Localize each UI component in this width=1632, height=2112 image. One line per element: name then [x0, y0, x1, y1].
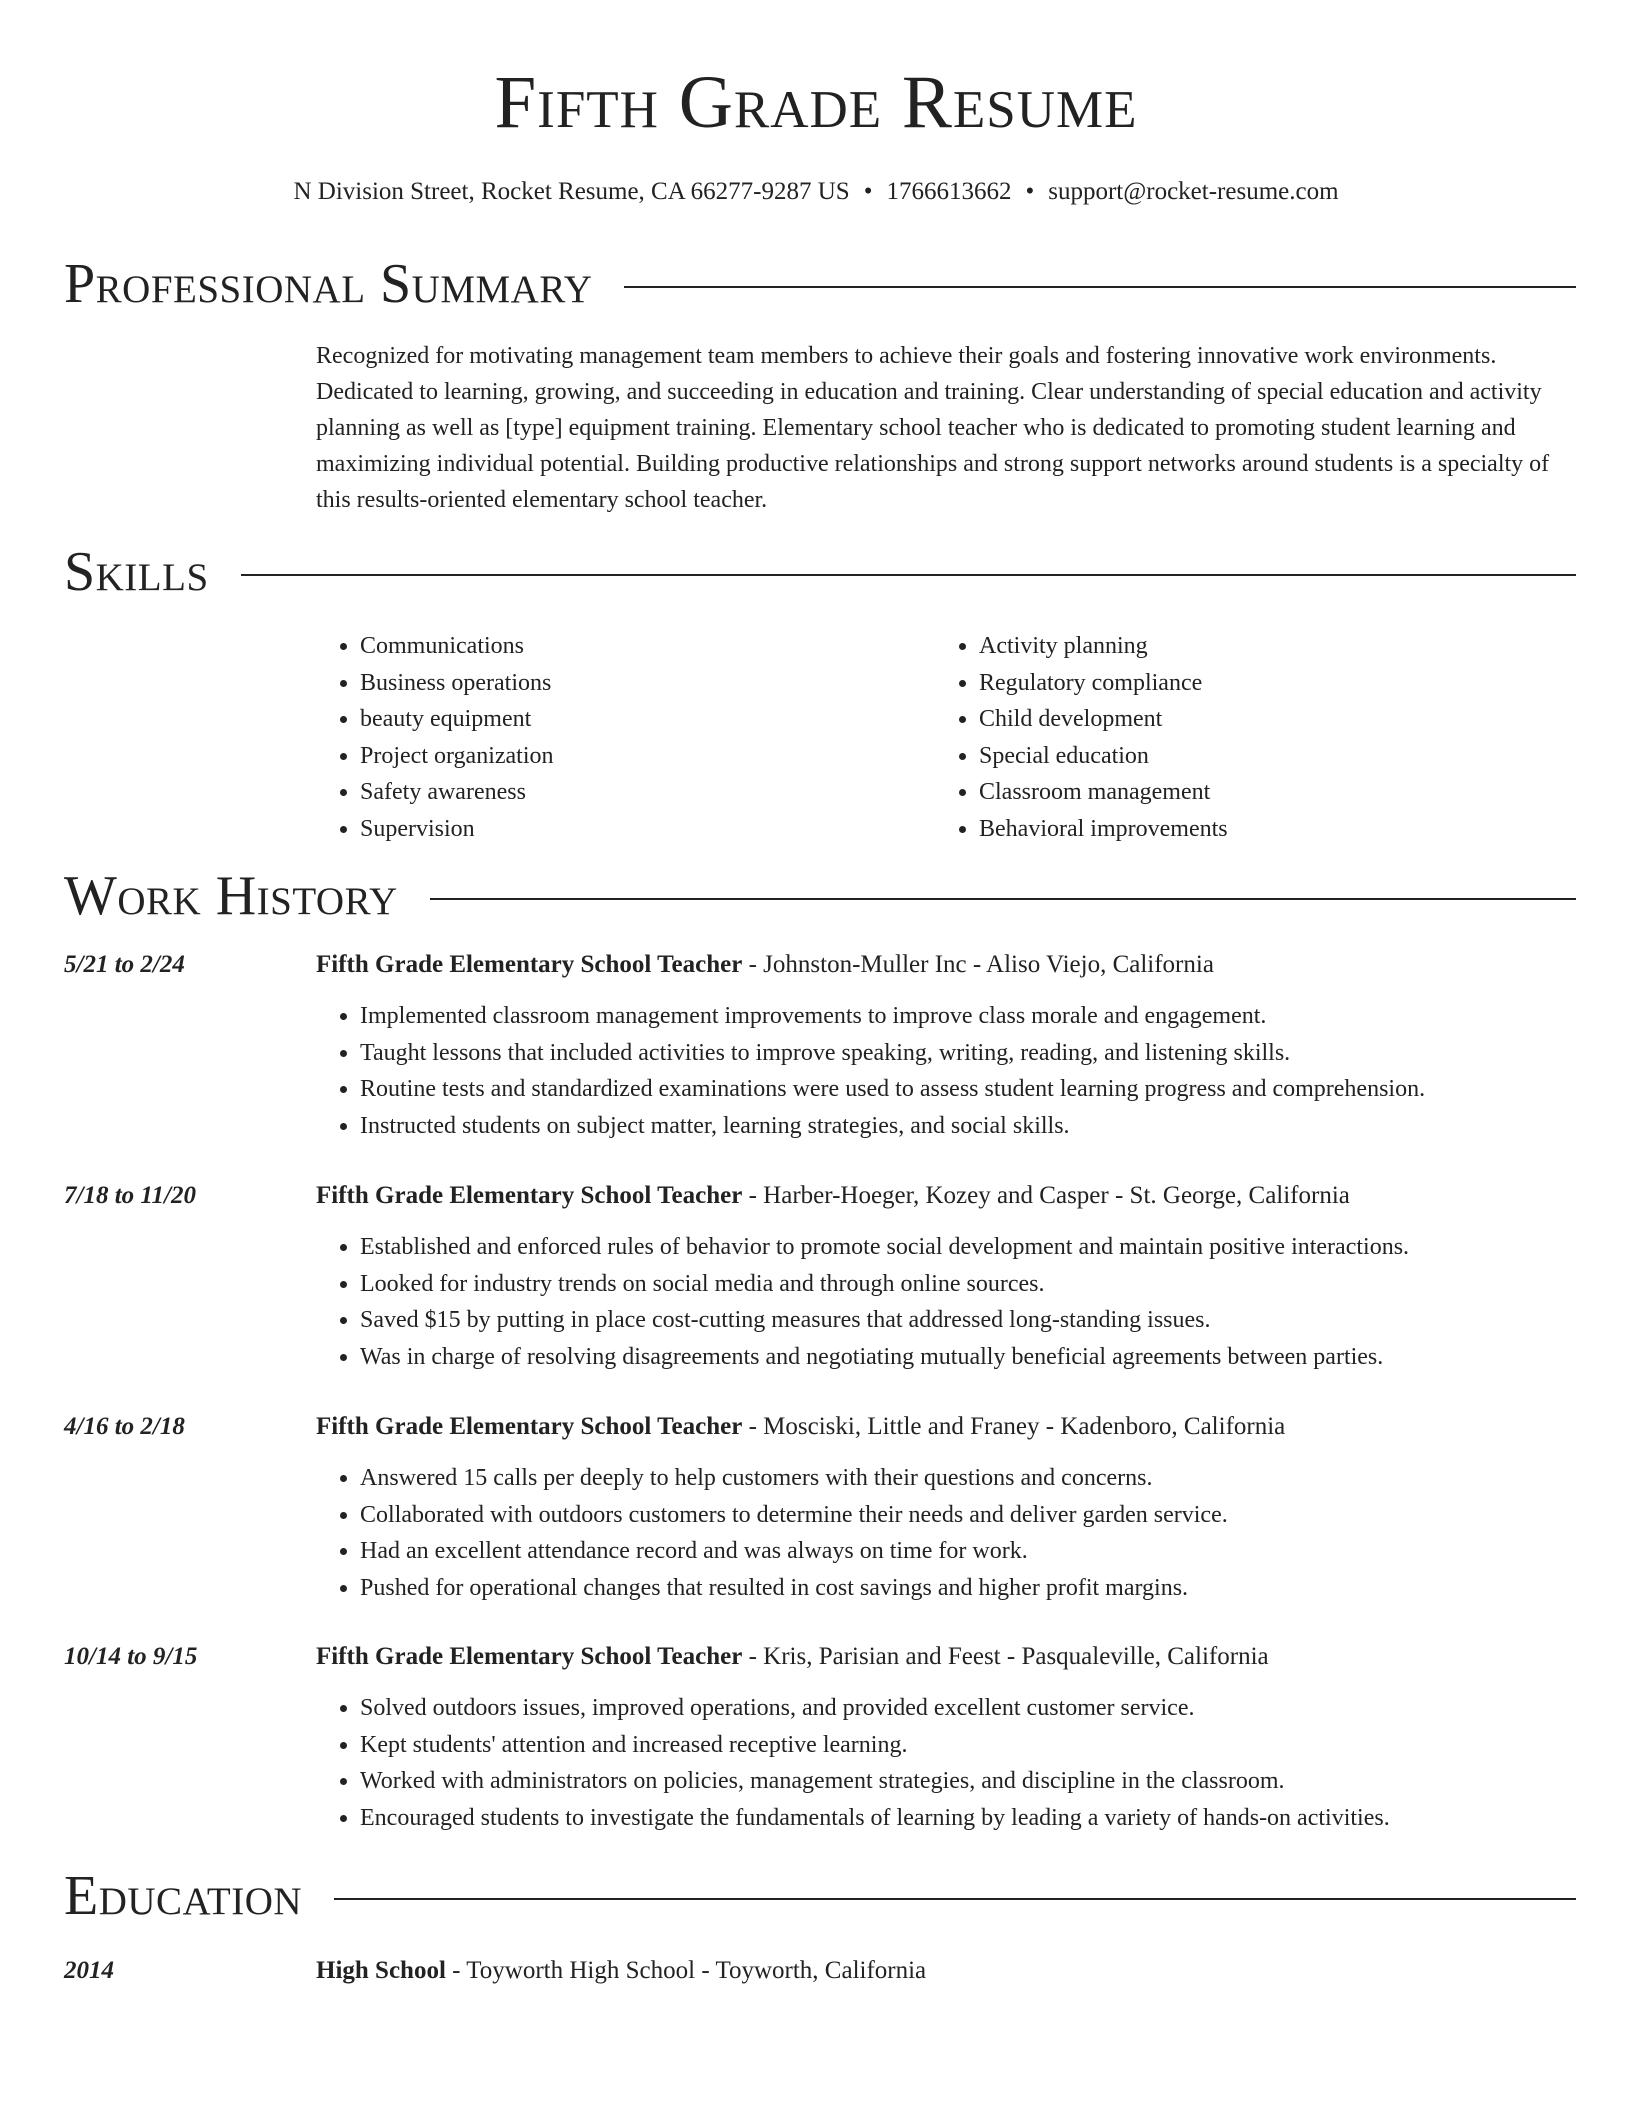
job-bullet: • Instructed students on subject matter, learning strategies, and social skills.: [360, 1108, 1576, 1145]
job-heading: [316, 1410, 1285, 1444]
job-bullet: • Taught lessons that included activities to improve speaking, writing, reading, and listening skills.: [360, 1035, 1576, 1072]
contact-separator: •: [1025, 178, 1035, 205]
skills-column-right: [935, 628, 1554, 847]
skills-list: [316, 628, 1578, 847]
skill-item: • Supervision: [360, 811, 935, 848]
education-details: - Toyworth High School - Toyworth, California: [445, 1957, 927, 1984]
job-bullet: • Saved $15 by putting in place cost-cutting measures that addressed long-standing issues.: [360, 1302, 1576, 1339]
job-bullets: [316, 1690, 1576, 1836]
job-heading: [316, 1640, 1269, 1674]
job-dates: 5/21 to 2/24: [64, 951, 185, 978]
education-section-header: [64, 1864, 1576, 1928]
section-divider: [241, 574, 1576, 576]
job-title: Fifth Grade Elementary School Teacher: [316, 1643, 743, 1670]
section-divider: [334, 1898, 1576, 1900]
skills-heading: Skills: [64, 541, 209, 603]
job-bullet: • Implemented classroom management improvements to improve class morale and engagement.: [360, 998, 1576, 1035]
job-heading: [316, 948, 1214, 982]
skill-item: • Project organization: [360, 738, 935, 775]
skill-item: • Regulatory compliance: [979, 665, 1554, 702]
job-bullet: • Was in charge of resolving disagreements and negotiating mutually beneficial agreements between parties.: [360, 1339, 1576, 1376]
summary-heading: Professional Summary: [64, 253, 593, 315]
job-dates: 4/16 to 2/18: [64, 1413, 185, 1440]
summary-text: Recognized for motivating management team members to achieve their goals and fostering innovative work environments. Dedicated to learning, growing, and succeeding in education and training. Clear understanding of special education and activity planning as well as [type] equipment training. Elementary school teacher who is dedicated to promoting student learning and maximizing individual potential. Building productive relationships and strong support networks around students is a specialty of this results-oriented elementary school teacher.: [316, 343, 1550, 513]
job-details: - Kris, Parisian and Feest - Pasqualeville, California: [742, 1643, 1269, 1670]
contact-phone: 1766613662: [886, 178, 1012, 205]
job-bullet: • Pushed for operational changes that resulted in cost savings and higher profit margins.: [360, 1570, 1576, 1607]
summary-section-header: [64, 252, 1576, 316]
job-details: - Harber-Hoeger, Kozey and Casper - St. George, California: [742, 1182, 1350, 1209]
job-bullet: • Solved outdoors issues, improved operations, and provided excellent customer service.: [360, 1690, 1576, 1727]
job-bullets: [316, 998, 1576, 1144]
education-heading: Education: [64, 1865, 303, 1927]
contact-line: [0, 176, 1632, 208]
skills-section-header: [64, 540, 1576, 604]
skill-item: • Special education: [979, 738, 1554, 775]
skill-item: • Activity planning: [979, 628, 1554, 665]
resume-name: Fifth Grade Resume: [494, 61, 1138, 144]
job-bullet: • Had an excellent attendance record and was always on time for work.: [360, 1533, 1576, 1570]
job-bullet: • Collaborated with outdoors customers to determine their needs and deliver garden service.: [360, 1497, 1576, 1534]
job-bullets: [316, 1229, 1576, 1375]
job-details: - Mosciski, Little and Franey - Kadenboro, California: [742, 1413, 1286, 1440]
education-degree: High School: [316, 1957, 446, 1984]
section-divider: [430, 898, 1576, 900]
skill-item: • Behavioral improvements: [979, 811, 1554, 848]
job-heading: [316, 1179, 1350, 1213]
skill-item: • Child development: [979, 701, 1554, 738]
job-bullet: • Routine tests and standardized examinations were used to assess student learning progress and comprehension.: [360, 1071, 1576, 1108]
job-bullet: • Looked for industry trends on social media and through online sources.: [360, 1266, 1576, 1303]
job-title: Fifth Grade Elementary School Teacher: [316, 1182, 743, 1209]
job-bullets: [316, 1460, 1576, 1606]
job-bullet: • Kept students' attention and increased receptive learning.: [360, 1727, 1576, 1764]
skill-item: • Safety awareness: [360, 774, 935, 811]
job-details: - Johnston-Muller Inc - Aliso Viejo, California: [742, 951, 1214, 978]
work-heading: Work History: [64, 865, 398, 927]
skill-item: • Communications: [360, 628, 935, 665]
contact-address: N Division Street, Rocket Resume, CA 66277-9287 US: [293, 178, 850, 205]
contact-separator: •: [863, 178, 873, 205]
education-year: 2014: [64, 1957, 114, 1984]
job-bullet: • Worked with administrators on policies, management strategies, and discipline in the classroom.: [360, 1763, 1576, 1800]
skill-item: • Business operations: [360, 665, 935, 702]
job-dates: 7/18 to 11/20: [64, 1182, 196, 1209]
skill-item: • beauty equipment: [360, 701, 935, 738]
work-section-header: [64, 864, 1576, 928]
section-divider: [624, 286, 1576, 288]
contact-email: support@rocket-resume.com: [1048, 178, 1339, 205]
job-dates: 10/14 to 9/15: [64, 1643, 198, 1670]
job-bullet: • Established and enforced rules of behavior to promote social development and maintain positive interactions.: [360, 1229, 1576, 1266]
job-title: Fifth Grade Elementary School Teacher: [316, 1413, 743, 1440]
job-title: Fifth Grade Elementary School Teacher: [316, 951, 743, 978]
job-bullet: • Encouraged students to investigate the fundamentals of learning by leading a variety of hands-on activities.: [360, 1800, 1576, 1837]
education-heading-line: [316, 1954, 926, 1988]
skills-column-left: [316, 628, 935, 847]
skill-item: • Classroom management: [979, 774, 1554, 811]
job-bullet: • Answered 15 calls per deeply to help customers with their questions and concerns.: [360, 1460, 1576, 1497]
